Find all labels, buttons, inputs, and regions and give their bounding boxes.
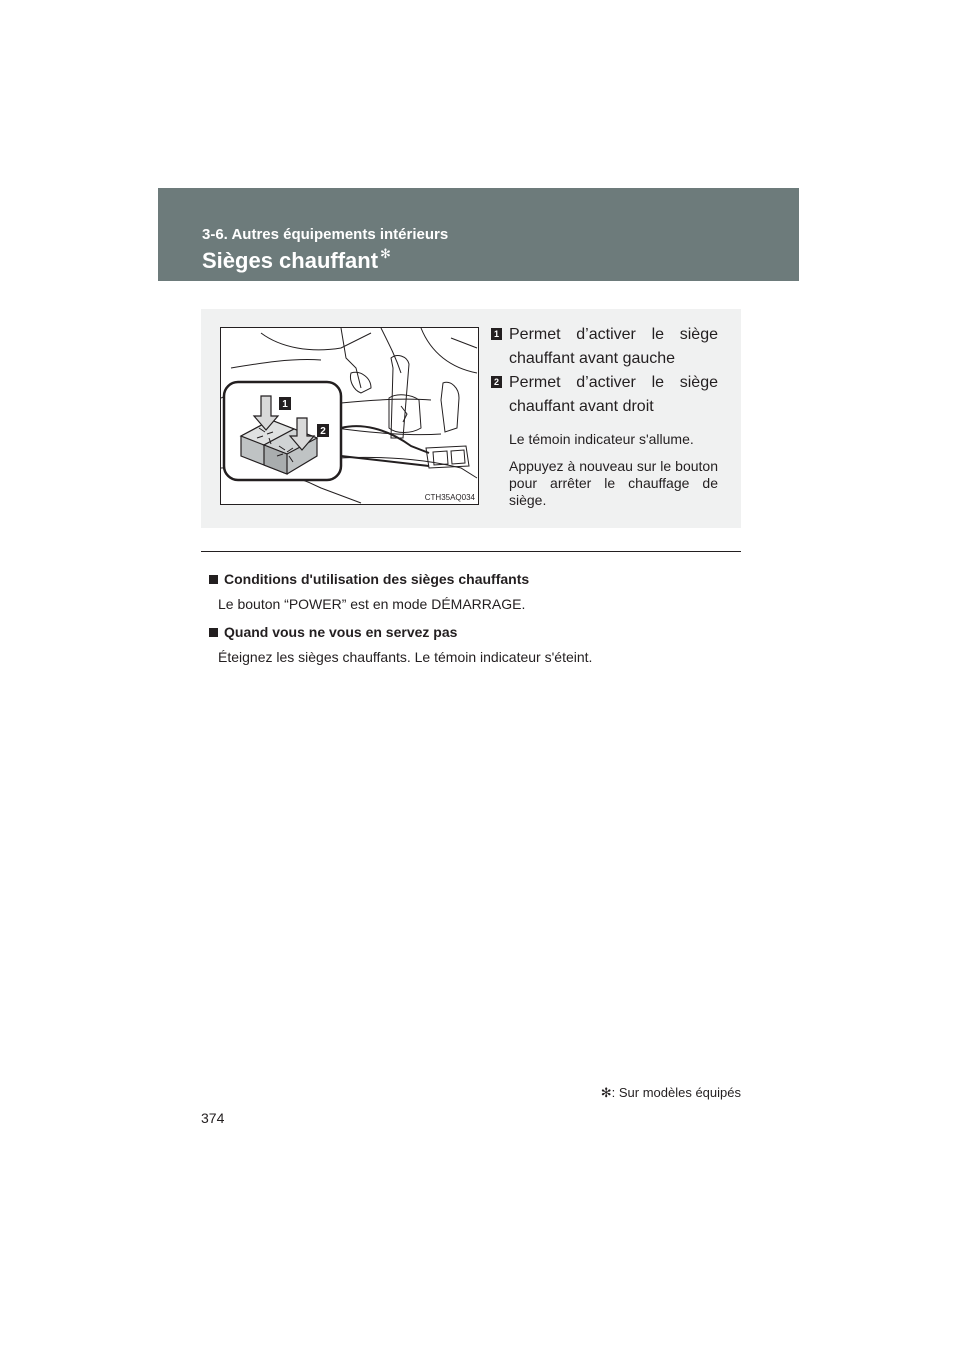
note-indicator-on: Le témoin indicateur s'allume. bbox=[509, 431, 694, 447]
step-item bbox=[491, 323, 718, 371]
divider bbox=[201, 551, 741, 552]
info-body: Éteignez les sièges chauffants. Le témoin indicateur s'éteint. bbox=[218, 649, 593, 665]
section-label: 3-6. Autres équipements intérieurs bbox=[202, 226, 449, 243]
asterisk-icon: ✻ bbox=[600, 1085, 612, 1100]
figure-code: CTH35AQ034 bbox=[424, 493, 475, 502]
console-drawing bbox=[221, 328, 478, 504]
info-heading bbox=[209, 624, 749, 640]
info-body: Le bouton “POWER” est en mode DÉMARRAGE. bbox=[218, 596, 526, 612]
callout-2-label: 2 bbox=[320, 426, 326, 437]
footnote-text: : Sur modèles équipés bbox=[611, 1085, 741, 1100]
info-heading bbox=[209, 571, 749, 587]
callout-1-label: 1 bbox=[282, 399, 288, 410]
step-1-text: Permet d’activer le siège chauffant avant gauche bbox=[509, 326, 718, 367]
info-block-conditions bbox=[209, 571, 749, 612]
square-bullet-icon bbox=[209, 575, 218, 584]
step-2-badge: 2 bbox=[491, 376, 502, 388]
step-item bbox=[491, 371, 718, 419]
info-heading-text: Quand vous ne vous en servez pas bbox=[224, 624, 458, 640]
step-list bbox=[491, 323, 718, 509]
info-heading-text: Conditions d'utilisation des sièges chauffants bbox=[224, 571, 530, 587]
note-press-again: Appuyez à nouveau sur le bouton pour arrêter le chauffage de siège. bbox=[509, 458, 718, 508]
instruction-panel bbox=[201, 309, 741, 528]
section-header bbox=[158, 188, 799, 281]
footnote bbox=[601, 1085, 741, 1101]
asterisk-icon: ✻ bbox=[380, 246, 391, 261]
info-block-not-in-use bbox=[209, 624, 749, 665]
page-title bbox=[202, 248, 391, 274]
square-bullet-icon bbox=[209, 628, 218, 637]
page-title-text: Sièges chauffant bbox=[202, 248, 379, 273]
step-1-badge: 1 bbox=[491, 328, 502, 340]
heated-seat-switch-illustration bbox=[220, 327, 479, 505]
page-number: 374 bbox=[201, 1110, 225, 1126]
step-2-text: Permet d’activer le siège chauffant avant droit bbox=[509, 374, 718, 415]
